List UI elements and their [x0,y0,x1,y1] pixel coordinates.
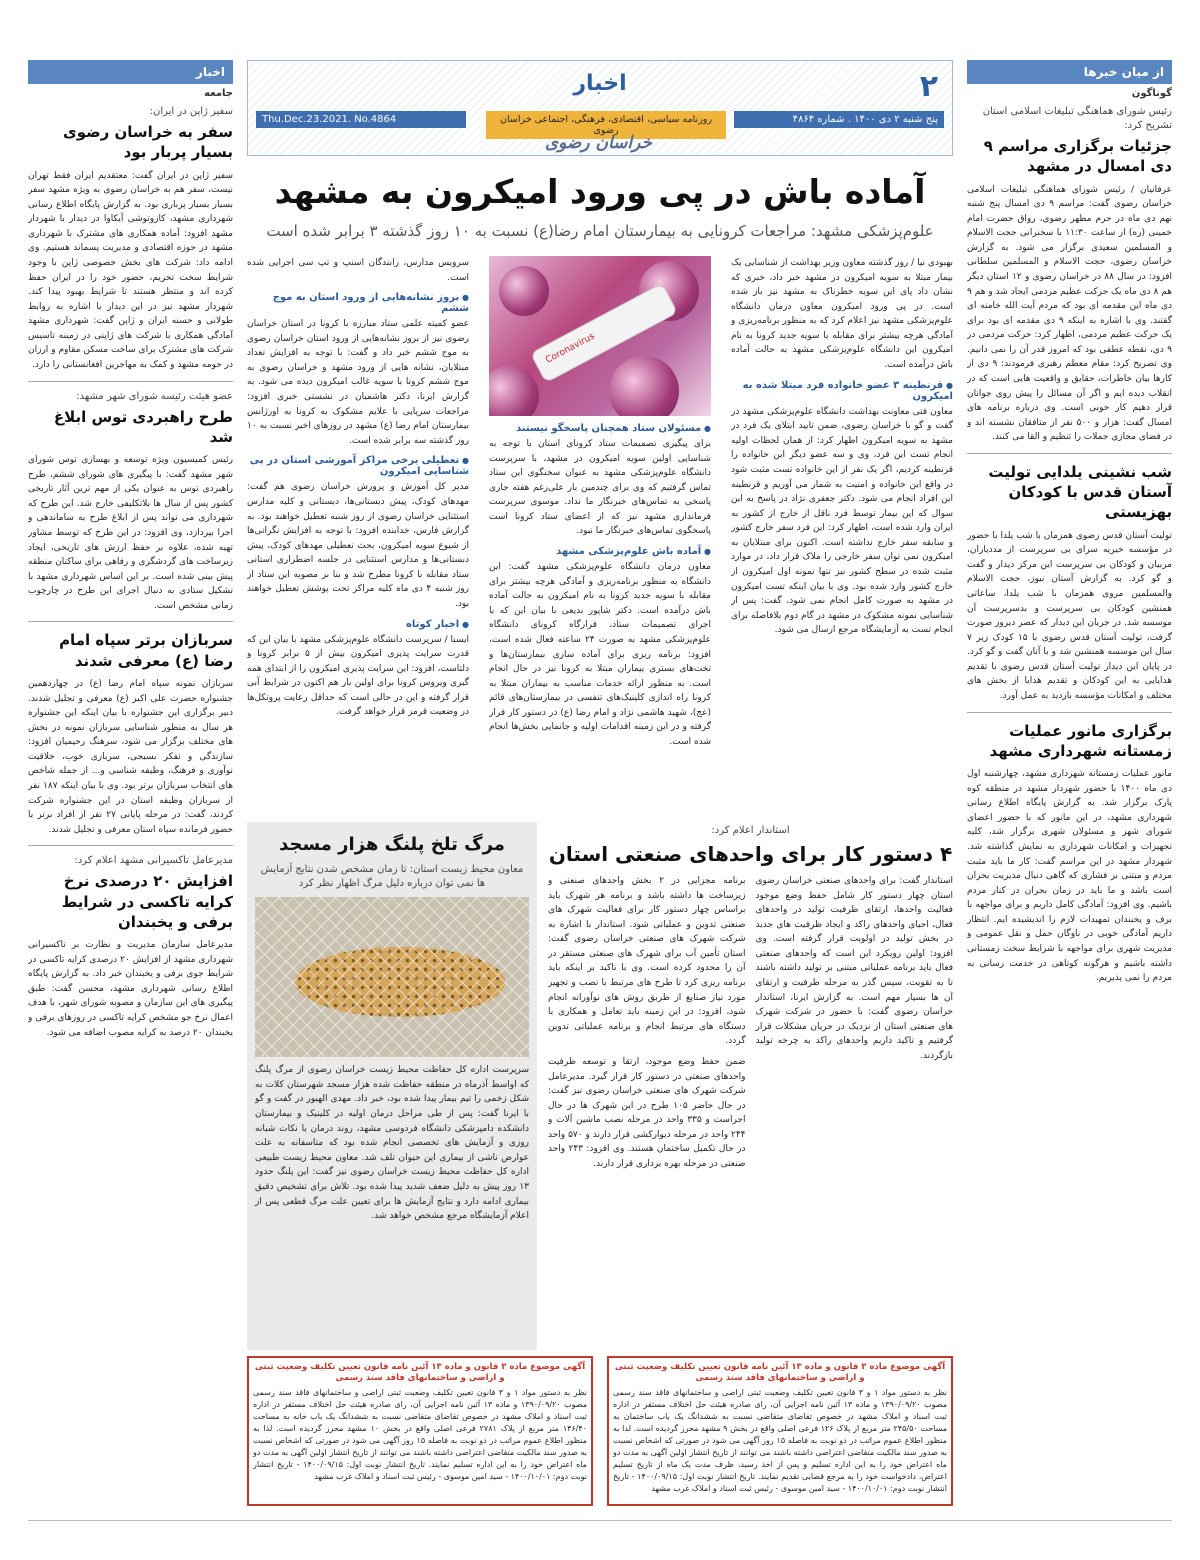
story-headline[interactable]: ۴ دستور کار برای واحدهای صنعتی استان [548,842,953,866]
story-subheadline: معاون محیط زیست استان: تا زمان مشخص شدن نتایج آزمایش ها نمی توان درباره دلیل مرگ اظهار نظر کرد [260,864,524,890]
story-body: رئیس کمیسیون ویژه توسعه و بهسازی توس شورای شهر مشهد گفت: با پیگیری های شورای ششم، طرح راهبردی توس به عنوان یکی از مهم ترین آثار تاریخی کشور پس از سال ها بلاتکلیفی خارج شد. این طرح که شهرداری می تواند پس از ابلاغ طرح به ساماندهی و اجرا بپردازد، وی افزود: در این طرح که توسط مشاور تهیه شده، علاوه بر حفظ ارزش های تاریخی، ایجاد زیرساخت های گردشگری و رفاهی برای ساکنان منطقه پیش بینی شده است. بر این اساس شهرداری مشهد با تشکیل ستادی به دنبال اجرای این طرح در چارچوب زمانی مشخص است. [28,455,233,611]
story-kicker: سفیر ژاپن در ایران: [149,106,233,117]
leopard-photo [255,897,529,1057]
virus-cell-icon [499,266,549,316]
story-headline[interactable]: برگزاری مانور عملیات زمستانه شهرداری مشهد [989,721,1172,760]
story-body: سفیر ژاپن در ایران گفت: معتقدیم ایران فقط تهران نیست، سفر هم به خراسان رضوی به ویژه مشهد سفر بسیار بسیار پرباری بود. به گزارش پایگاه اطلاع رسانی شهرداری مشهد، کازوتوشی آیکاوا در دیدار با شهردار مشهد افزود: آماده همکاری های مشترک با شهرداری مشهد در حوزه اقتصادی و مدیریت پسماند هستیم. وی ادامه داد: شرکت های بخش خصوصی ژاپن با وجود شرایط سخت تحریم، حضور خود را در ایران حفظ کرده اند و منتظر هستند تا شرایط بهبود پیدا کند. شهردار مشهد نیز در این دیدار با اشاره به روابط طولانی و حسنه ایران و ژاپن گفت: شهرداری مشهد آمادگی همکاری با شرکت های ژاپنی در زمینه تاسیس شرکت های مشترک برای ساخت مسکن مقاوم و ارزان در حومه مشهد و کمک به مهاجرین افغانستانی را دارد. [28,170,233,371]
issue-number: Thu.Dec.23.2021. No.4864 [256,111,466,128]
right-column [967,60,1172,1510]
lead-column-2 [489,256,711,750]
ad-body: نظر به دستور مواد ۱ و ۳ قانون تعیین تکلیف وضعیت ثبتی اراضی و ساختمانهای فاقد سند رسمی مصوب ۱۳۹۰/۰۹/۲۰ و ماده ۱۳ آئین نامه اجرایی آن، رای صادره هیئت حل اختلاف مستقر در اداره ثبت اسناد و املاک مشهد در خصوص تقاضای متقاضی نسبت به ششدانگ یک باب ساختمان به مساحت ۲۴۵/۵۰ متر مربع از پلاک ۱۲۶ فرعی اصلی واقع در بخش ۹ مشهد محرز گردیده است. لذا به منظور اطلاع عموم مراتب در دو نوبت به فاصله ۱۵ روز آگهی می شود در صورتی که اشخاص نسبت به صدور سند مالکیت متقاضی اعتراضی داشته باشند می توانند از تاریخ انتشار اولین آگهی به مدت دو ماه اعتراض خود را به این اداره تسلیم و پس از اخذ رسید، ظرف مدت یک ماه از تاریخ تسلیم اعتراض، دادخواست خود را به مرجع قضایی تقدیم نمایند. تاریخ انتشار نوبت اول: ۱۴۰۰/۰۹/۱۵ - تاریخ انتشار نوبت دوم: ۱۴۰۰/۱۰/۰۱ - سید امین موسوی - رئیس ثبت اسناد و املاک غرب مشهد [613,1388,948,1494]
section-subtag: گوناگون [1131,88,1172,99]
story-body: برنامه مجزایی در ۲ بخش واحدهای صنعتی و زیرساخت ها داشته باشد و برنامه هر شهرک باید براساس چهار دستور کار برای فعالیت شهرک های صنعتی تدوین و عملیاتی شود. استاندار با اشاره به شرکت شهرک های صنعتی خراسان رضوی گفت: استان تأمین آب برای شهرک های صنعتی مستقر در آن را محدود کرده است. وی با تاکید بر اینکه باید برنامه ریزی کرد تا طرح های مرتبط با نصب و تجهیز مورد نیاز صنایع از طریق روش های نوآورانه انجام شود، افزود: در این زمینه باید تعامل و همکاری با دستگاه های مرتبط انجام و برنامه عملیاتی تدوین گردد. [548,876,746,1047]
story-body: تولیت آستان قدس رضوی همزمان با شب یلدا با حضور در مؤسسه خیریه سرای بی سرپرست از مددیاران، مربیان و کودکان بی سرپرست این مرکز دیدار و گفت و گو کرد. به گزارش آستان نیوز، حجت الاسلام والمسلمین مروی همزمان با شب یلدا، ساعاتی همنشین کودکان بی سرپرست و بدسرپرست آن موسسه شد. در جریان این دیدار که عصر دیروز صورت گرفت، تولیت آستان قدس رضوی با ۱۵ کودک زیر ۷ سال این موسسه همنشین شد و با آنان گفت و گو کرد. در پایان این دیدار تولیت آستان قدس رضوی با تقدیم هدایایی به این کودکان و تقدیم هدایا از بخش های مختلف و امکانات مؤسسه بازدید به عمل آورد. [967,530,1172,702]
story-body: مدیر کل آموزش و پرورش خراسان رضوی هم گفت: مهدهای کودک، پیش دبستانی‌ها، دبستانی و کلیه مدارس استثنایی خراسان رضوی از روز شنبه تعطیل خواهند بود. به گزارش فارس، خدابنده افزود: با توجه به افزایش نگرانی‌ها از شیوع سویه امیکرون، بحث تعطیلی مهدهای کودک، پیش دبستانی‌ها و مدارس استثنایی در جلسه اضطراری استانی ستاد مقابله با کرونا مطرح شد و بنا بر مصوبه این ستاد از روز شنبه ۴ دی ماه کلیه مراکز تحت پوشش تعطیل خواهند بود. [247,482,469,609]
story-body: بهبودی نیا / روز گذشته معاون وزیر بهداشت از شناسایی یک بیمار مبتلا به سویه امیکرون در مشهد خبر داد، خبری که نشان داد پای این سویه خطرناک به مشهد نیز باز شده است. در پی ورود امیکرون معاون درمان دانشگاه علوم‌پزشکی مشهد نیز اعلام کرد که به منظور برنامه‌ریزی و آمادگی هرچه بیشتر برای مقابله با سویه جدید کرونا به نام امیکرون این دانشگاه علوم‌پزشکی مشهد به حالت آماده باش درآمده است. [731,258,953,371]
story-col [548,874,746,1172]
story-body: مدیرعامل سازمان مدیریت و نظارت بر تاکسیرانی شهرداری مشهد از افزایش ۲۰ درصدی کرایه تاکسی در شرایط جوی برفی و یخبندان خبر داد. به گزارش پایگاه اطلاع رسانی شهرداری مشهد، محسن گفت: طبق پیگیری های این سازمان و مصوبه شورای شهر، با هدف اعمال نرخ جو مشخص کرایه تاکسی در روزهای برفی و یخبندان ۲۰ درصد به کرایه مصوب اضافه می شود. [28,940,233,1038]
story-headline[interactable]: شب نشینی یلدایی تولیت آستان قدس با کودکان بهزیستی [988,462,1172,522]
legal-ad [247,1356,593,1506]
coronavirus-photo [489,256,711,416]
story-columns [548,874,953,1172]
paper-logo: خراسان رضوی [544,133,652,153]
story-subhead: ● مسئولان ستاد همچنان پاسخگو نیستند [489,423,711,434]
story-body: مانور عملیات زمستانه شهرداری مشهد، چهارشنبه اول دی ماه ۱۴۰۰ با حضور شهردار مشهد در منطقه کوه پارک برگزار شد. به گزارش پایگاه اطلاع رسانی شهرداری مشهد، در این مانور که با حضور اعضای شورای شهر و مسئولان شهری برگزار شد، کلیه تجهیزات و امکانات شهرداری به نمایش گذاشته شد. شهردار مشهد در این مراسم گفت: کار ما باید مثبت مردم و مبتنی بر فشاری که گاهی دنبال مدیریت بحران است باشد و ما باید در زمان بحران در کنار مردم باشیم. وی افزود: آمادگی کامل داریم و برای مواجهه با برف و یخبندان تمهیدات لازم را اندیشیده ایم. انتظار داریم آمادگی خوبی در ناوگان حمل و نقل عمومی و مدیریت شهری برای مواجهه با شرایط سخت زمستانی داشته باشیم و هرگونه کوتاهی در خدمت رسانی به مردم را نمی پذیریم. [967,769,1172,984]
paper-tagline: روزنامه سیاسی، اقتصادی، فرهنگی، اجتماعی خراسان رضوی [486,111,726,139]
story-headline[interactable]: جزئیات برگزاری مراسم ۹ دی امسال در مشهد [983,137,1172,176]
story-body: ایسنا / سرپرست دانشگاه علوم‌پزشکی مشهد با بیان این که قدرت سرایت پذیری امیکرون بیش از ۵ برابر کرونا و دلتاست، افزود: این سرایت پذیری امیکرون را از ابتدای همه گیری ویروس کرونا برای اولین بار هم اکنون در شرایط آبی قرار گرفته و این در حالی است که حداقل رعایت پروتکل‌ها در وضعیت قرمز قرار خواهد گرفت. [247,634,469,718]
section-subtag: جامعه [204,88,233,99]
story-headline[interactable]: طرح راهبردی توس ابلاغ شد [53,407,233,446]
ad-title: آگهی موضوع ماده ۳ قانون و ماده ۱۳ آئین نامه قانون تعیین تکلیف وضعیت ثبتی و اراضی و ساختمانهای فاقد سند رسمی [254,1362,586,1384]
story-body: برای پیگیری تصمیمات ستاد کرونای استان با توجه به شناسایی اولین سویه امیکرون در مشهد، با سرپرست دانشگاه علوم‌پزشکی مشهد به عنوان سخنگوی این ستاد تماس گرفتیم که وی برای چندمین بار علی‌رغم هفته جاری پاسخی به تماس‌های خبرنگار ما نداد. موسوی سرپرست فرمانداری مشهد نیز که از اعضای ستاد کرونا است پاسخگوی تماس‌های خبرنگار ما نبود. [489,439,711,537]
bottom-section [247,822,953,1350]
divider [967,712,1172,713]
story-col [756,874,954,1172]
story-body: ضمن حفظ وضع موجود، ارتقا و توسعه ظرفیت واحدهای صنعتی در دستور کار قرار گیرد. مدیرعامل شرکت شهرک های صنعتی خراسان رضوی نیز گفت: در حال حاضر ۱۰۵ طرح در این شهرک ها در حال اجراست و ۳۳۵ واحد در مرحله نصب ماشین آلات و ۲۴۴ واحد در مرحله دیوارکشی قرار دارند و ۵۷۰ واحد در حال تکمیل ساختمان هستند. وی افزود: ۲۴۳ واحد صنعتی در مرحله بهره برداری قرار دارند. [548,1056,746,1169]
cage-mesh [255,897,529,1057]
story-subhead: ● قرنطینه ۳ عضو خانواده فرد مبتلا شده به امیکرون [731,380,953,402]
story-subhead: ● آماده باش علوم‌پزشکی مشهد [489,546,711,557]
main-headline[interactable]: آماده باش در پی ورود امیکرون به مشهد [274,172,926,211]
story-body: عرفانیان / رئیس شورای هماهنگی تبلیغات اسلامی خراسان رضوی گفت: مراسم ۹ دی امسال پنج شنبه نهم دی ماه در حرم مطهر رضوی، رواق حضرت امام خمینی (ره) از ساعت ۱۱:۳۰ با سخنرانی حجت الاسلام و المسلمین سعیدی برگزار می شود. به گزارش خراسان رضوی، حجت الاسلام و المسلمین سلطانی افزود: در سال ۸۸ در خراسان رضوی و ۱۲ استان دیگر هم ۸ دی ماه یک حرکت عظیم مردمی ایجاد شد و هم ۹ دی ماه این مقدمه ای بود که مردم آیت الله خامنه ای گفتند. وی با اشاره به اینکه ۹ دی مقدمه ای بود برای یک حرکت عظیم مردمی، اظهار کرد: حرکت مردمی در ۹ دی، نقطه عطفی بود که امروز قدر آن را نمی دانیم. وی تصریح کرد: مقام معظم رهبری فرمودند: ۹ دی از کارها بیان خاطرات، حقایق و واقعیت هایی است که در انقلاب دیده ایم و اگر آن مسائل را پیش روی جوانان قرار دهیم کار خوبی است. وی درباره برنامه های امسال گفت: هزار و ۵۰۰ نفر از متافقان نشسته اند و در فضای مجازی جملات را تنظیم و القا می کنند. [967,184,1172,443]
main-subheadline: علوم‌پزشکی مشهد: مراجعات کرونایی به بیمارستان امام رضا(ع) نسبت به ۱۰ روز گذشته ۳ برابر شده است [266,222,934,240]
story-headline[interactable]: سربازان برتر سپاه امام رضا (ع) معرفی شدند [59,631,233,670]
lead-story [247,256,953,811]
story-body: سرویس مدارس، رانندگان اسنپ و تپ سی اجرایی شده است. [247,258,469,283]
footer-rule [28,1520,1172,1521]
page-number: ۲ [919,69,938,104]
divider [967,453,1172,454]
legal-ads [247,1356,953,1506]
left-column [28,60,233,1510]
section-title: اخبار [573,71,627,96]
leopard-story [247,822,537,1350]
section-tag: از میان خبرها [967,60,1172,84]
divider [28,621,233,622]
story-kicker: عضو هیئت رئیسه شورای شهر مشهد: [76,390,233,402]
story-body: استاندار گفت: برای واحدهای صنعتی خراسان رضوی استان چهار دستور کار شامل حفظ وضع موجود فعالیت واحدها، ارتقای ظرفیت تولید در واحدهای فعال، احیای واحدهای راکد و ایجاد ظرفیت های جدید در بخش تولید در اولویت قرار گرفته است. وی افزود: اولین رویکرد این است که واحدهای صنعتی فعال باید برنامه عملیاتی مبتنی بر تولید داشته باشند تا به تقویت، سپس گذر به مرحله ظرفیت و ارتقای آن ها بسیار مهم است. به گزارش ایرنا، استاندار خراسان رضوی گفت: با حضور در شرکت شهرک های صنعتی استان از نزدیک در جریان مشکلات قرار گرفتیم و تاکید داریم واحدهای راکد به چرخه تولید بازگردند. [755,876,953,1061]
story-kicker: مدیرعامل تاکسیرانی مشهد اعلام کرد: [74,855,233,867]
lead-column-3 [247,256,469,720]
lead-column-1 [731,256,953,638]
virus-cell-icon [609,356,679,416]
story-subhead: ● بروز نشانه‌هایی از ورود استان به موج ششم [247,292,469,314]
story-kicker: رئیس شورای هماهنگی تبلیغات اسلامی استان تشریح کرد: [982,106,1172,131]
masthead [247,60,953,156]
story-kicker: استاندار اعلام کرد: [711,825,790,836]
issue-date: پنج شنبه ۲ دی ۱۴۰۰ . شماره ۴۸۶۴ [734,111,944,128]
story-headline[interactable]: مرگ تلخ پلنگ هزار مسجد [279,834,505,855]
virus-cell-icon [489,366,539,416]
story-subhead: ● اخبار کوتاه [247,619,469,630]
story-body: معاون درمان دانشگاه علوم‌پزشکی مشهد گفت: این دانشگاه به منظور برنامه‌ریزی و آمادگی هرچه بیشتر برای مقابله با سویه جدید کرونا به نام امیکرون به حالت آماده باش درآمده است. دکتر شاپور بدیعی با بیان این که با اجرای تصمیمات ستاد، قرارگاه کرونای دانشگاه علوم‌پزشکی مشهد به صورت ۲۴ ساعته فعال شده است، افزود: برنامه ریزی برای آماده سازی بیمارستان‌ها و تخت‌های بستری بیماران مبتلا به کرونا نیز در حال انجام است. به منظور ارائه خدمات مناسب به بیماران مبتلا به کرونا راه اندازی کلینیک‌های تنفسی در بیمارستان‌های قائم (عج)، شهید هاشمی نژاد و امام رضا (ع) در دستور کار قرار گرفته و در این زمینه اقدامات اولیه و جانمایی بخش‌ها انجام شده است. [489,562,711,747]
divider [28,381,233,382]
ad-title: آگهی موضوع ماده ۳ قانون و ماده ۱۳ آئین نامه قانون تعیین تکلیف وضعیت ثبتی و اراضی و ساختمانهای فاقد سند رسمی [614,1362,946,1384]
story-body: معاون فنی معاونت بهداشت دانشگاه علوم‌پزشکی مشهد در گفت و گو با خراسان رضوی، ضمن تایید ابتلای یک فرد در مشهد به سویه امیکرون اظهار کرد: از همان لحظات اولیه انجام تست این فرد، وی و سه عضو دیگر این خانواده را قرنطینه کردیم، اگر یک نفر از این خانواده تست مثبت شود در واقع این خانواده و امنیت به شمار می آوریم و قرنطینه این افراد انجام می شود. دکتر جعفری نژاد در پاسخ به این سوال که این بیمار توسط فرد ناقل از خارج از کشور به ایران وارد شده است، اظهار کرد: این فرد سفر خارج کشور و سابقه سفر خارج نداشته است. اکنون برای مبتلایان به امیکرون نمی توان سفر خارجی را ملاک قرار داد، در موارد مثبت شده در سطح کشور نیز تنها نمونه اول امیکرون از خارج کشور وارد شده بود. وی با بیان اینکه تست امیکرون در مشهد به صورت کامل انجام نمی شود، گفت: پس از شناسایی نمونه مشکوک در مشهد در گام دوم بلافاصله برای انجام تست به آزمایشگاه مرجع ارسال می شود. [731,406,953,636]
tube-label: Coronavirus [544,331,597,366]
section-tag: اخبار [28,60,233,84]
story-headline[interactable]: سفر به خراسان رضوی بسیار پربار بود [62,123,233,162]
story-body: سرپرست اداره کل حفاظت محیط زیست خراسان رضوی از مرگ پلنگ که اواسط آذرماه در منطقه حفاظت شده هزار مسجد شهرستان کلات به شکل زخمی را تیم بیمار پیدا شده بود، خبر داد. مهدی الهیور در گفت و گو با ایرنا گفت: پس از طی مراحل درمان اولیه در کلینیک و بیمارستان دانشکده دامپزشکی دانشگاه فردوسی مشهد، روند درمان با نکات شبانه روزی و آزمایش های تخصصی انجام شده بود که متاسفانه به علت عوارض ناشی از بیماری این حیوان تلف شد. معاون محیط زیست طبیعی اداره کل حفاظت محیط زیست خراسان رضوی نیز گفت: این پلنگ حدود ۱۳ روز پیش به دلیل ضعف شدید پیدا شده بود. تلاش برای تشخیص دقیق بیماری ادامه دارد و نتایج آزمایش ها برای تعیین علت مرگ قطعی پس از اعلام آزمایشگاه مرجع مشخص خواهد شد. [255,1065,529,1222]
story-body: عضو کمیته علمی ستاد مبارزه با کرونا در استان خراسان رضوی نیز از بروز نشانه‌هایی از ورود استان خراسان رضوی به موج ششم خبر داد و گفت: با توجه به افزایش تعداد مبتلایان، نشانه هایی از ورود مشهد و خراسان رضوی به موج ششم کرونا با سویه غالب امیکرون دیده می شود. به گزارش ایرنا، دکتر هاشمیان در نشستی خبری افزود: مراجعات سرپایی با علایم مشکوک به کرونا به اورژانس بیمارستان امام رضا (ع) مشهد در روزهای اخیر نسبت به ۱۰ روز گذشته سه برابر شده است. [247,319,469,446]
ad-body: نظر به دستور مواد ۱ و ۳ قانون تعیین تکلیف وضعیت ثبتی اراضی و ساختمانهای فاقد سند رسمی مصوب ۱۳۹۰/۰۹/۲۰ و ماده ۱۳ آئین نامه اجرایی آن، رای صادره هیئت حل اختلاف مستقر در اداره ثبت اسناد و املاک مشهد در خصوص تقاضای متقاضی نسبت به ششدانگ یک باب خانه به مساحت ۱۴۶/۴۰ متر مربع از پلاک ۲۷۸۱ فرعی اصلی واقع در بخش ۱۰ مشهد محرز گردیده است. لذا به منظور اطلاع عموم مراتب در دو نوبت به فاصله ۱۵ روز آگهی می شود در صورتی که اشخاص نسبت به صدور سند مالکیت متقاضی اعتراضی داشته باشند می توانند از تاریخ انتشار اولین آگهی به مدت دو ماه اعتراض خود را به این اداره تسلیم نمایند. تاریخ انتشار نوبت اول: ۱۴۰۰/۰۹/۱۵ - تاریخ انتشار نوبت دوم: ۱۴۰۰/۱۰/۰۱ - سید امین موسوی - رئیس ثبت اسناد و املاک غرب مشهد [253,1388,588,1482]
industry-story [548,822,953,1350]
story-body: سربازان نمونه سپاه امام رضا (ع) در چهاردهمین جشنواره حضرت علی اکبر (ع) معرفی و تجلیل شدند. دبیر برگزاری این جشنواره با بیان اینکه این جشنواره هر سال به منظور شناسایی سربازان نمونه در بخش های مختلف برگزار می شود، سرهنگ رحیمیان افزود: سازندگی و تفکر بسیجی، سربازی خوب، خلاقیت نوآوری و فرهنگ، وظیفه شناسی و... از جمله شاخص های انتخاب سربازان برتر بود. وی با بیان اینکه ۱۸۷ نفر از سربازان وظیفه استان در این جشنواره شرکت کردند، گفت: در مرحله پایانی ۲۷ نفر از افراد برتر با حضور فرمانده سپاه استان معرفی و تجلیل شدند. [28,678,233,835]
story-headline[interactable]: افزایش ۲۰ درصدی نرخ کرایه تاکسی در شرایط برفی و یخبندان [61,872,233,931]
legal-ad [607,1356,953,1506]
story-subhead: ● تعطیلی برخی مراکز آموزشی استان در پی شناسایی امیکرون [247,455,469,477]
divider [28,845,233,846]
